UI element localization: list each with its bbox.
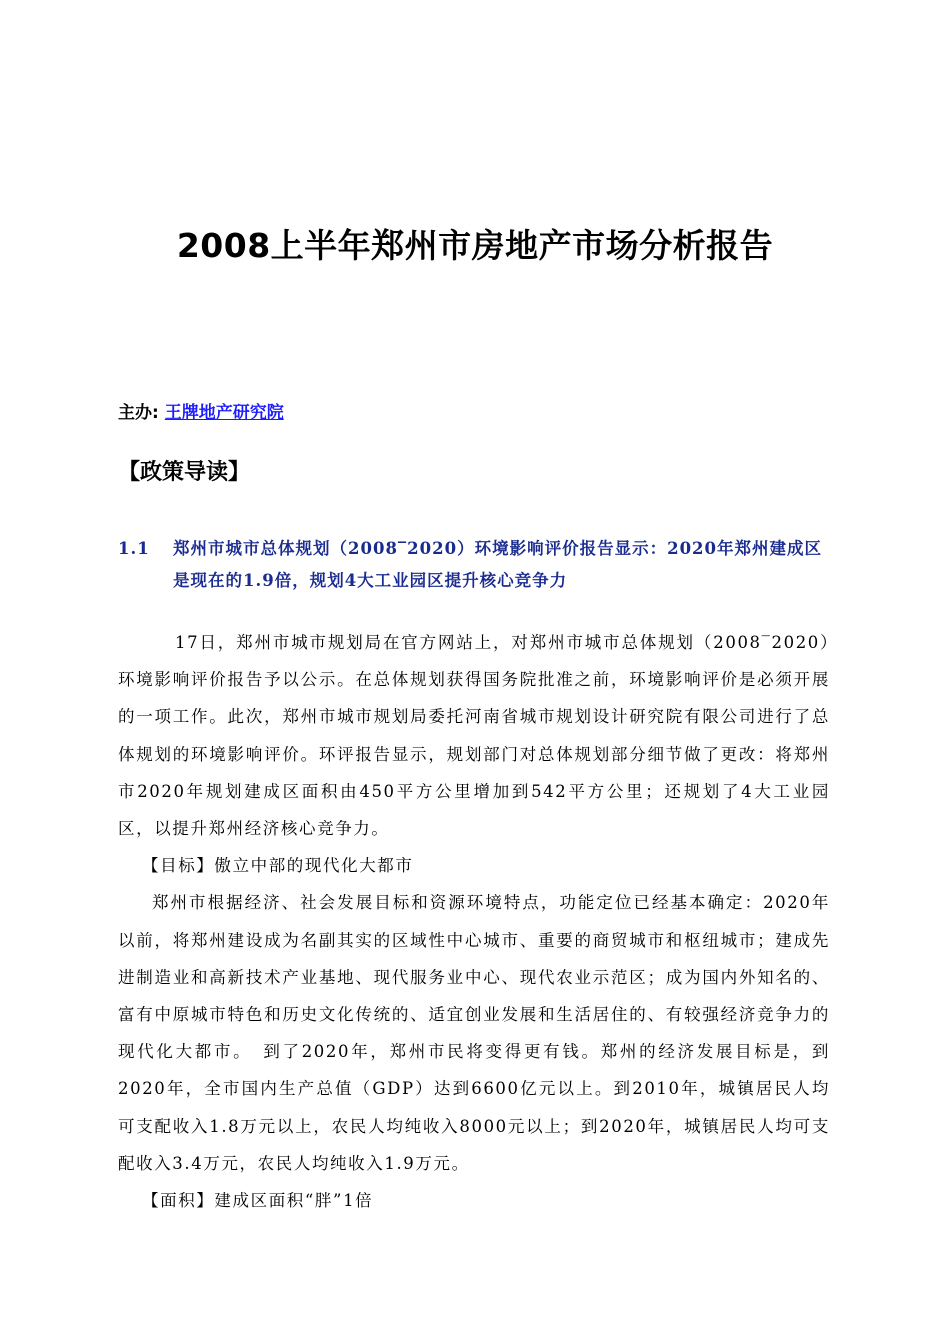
item-heading-text: 郑州市城市总体规划（2008‾2020）环境影响评价报告显示：2020年郑州建成区是现在的1.9倍，规划4大工业园区提升核心竞争力	[173, 539, 823, 590]
section-heading: 【政策导读】	[118, 460, 251, 485]
sponsor-label: 主办:	[118, 403, 159, 423]
paragraph-goal: 郑州市根据经济、社会发展目标和资源环境特点，功能定位已经基本确定：2020年以前，将郑州建设成为名副其实的区域性中心城市、重要的商贸城市和枢纽城市；建成先进制造业和高新技术产业基地、现代服务业中心、现代农业示范区；成为国内外知名的、富有中原城市特色和历史文化传统的、适宜创业发展和生活居住的、有较强经济竞争力的现代化大都市。 到了2020年，郑州市民将变得更有钱。郑州的经济发展目标是，到2020年，全市国内生产总值（GDP）达到6600亿元以上。到2010年，城镇居民人均可支配收入1.8万元以上，农民人均纯收入8000元以上；到2020年，城镇居民人均可支配收入3.4万元，农民人均纯收入1.9万元。	[118, 893, 830, 1173]
sponsor-link[interactable]: 王牌地产研究院	[164, 403, 284, 423]
paragraph-intro: 17日，郑州市城市规划局在官方网站上，对郑州市城市总体规划（2008‾2020）环境影响评价报告予以公示。在总体规划获得国务院批准之前，环境影响评价是必须开展的一项工作。此次，郑州市城市规划局委托河南省城市规划设计研究院有限公司进行了总体规划的环境影响评价。环评报告显示，规划部门对总体规划部分细节做了更改：将郑州市2020年规划建成区面积由450平方公里增加到542平方公里；还规划了4大工业园区，以提升郑州经济核心竞争力。	[118, 633, 830, 839]
document-title: 2008上半年郑州市房地产市场分析报告	[176, 226, 774, 265]
item-number: 1.1	[118, 539, 150, 558]
subheading-area: 【面积】建成区面积“胖”1倍	[142, 1191, 374, 1211]
item-heading	[118, 533, 838, 597]
subheading-goal: 【目标】傲立中部的现代化大都市	[142, 856, 414, 876]
body-text	[118, 624, 830, 1219]
sponsor-line	[118, 398, 284, 423]
